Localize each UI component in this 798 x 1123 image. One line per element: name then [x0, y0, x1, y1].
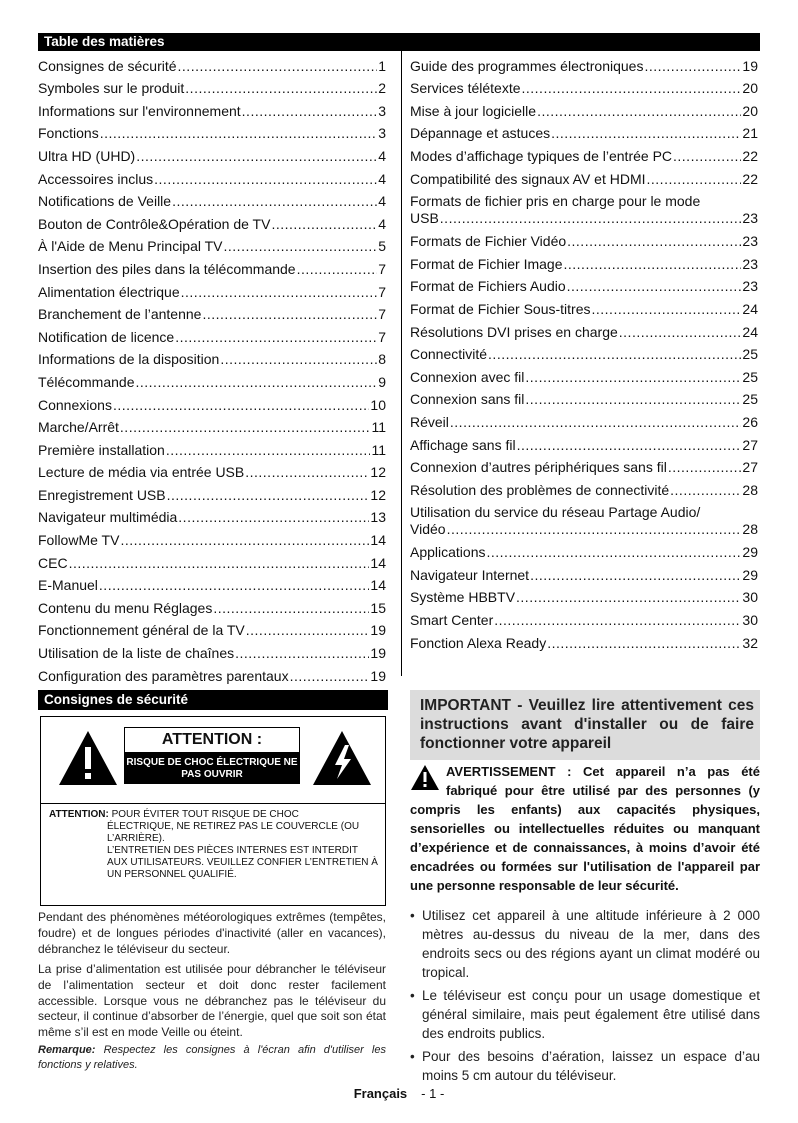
toc-entry[interactable] [410, 561, 758, 584]
toc-entry-title: Insertion des piles dans la télécommande [38, 260, 296, 277]
toc-entry[interactable] [38, 323, 386, 346]
toc-entry-title: Connexion avec fil [410, 368, 525, 385]
toc-dot-leader [644, 58, 741, 75]
toc-entry[interactable] [410, 629, 758, 652]
note-text: Respectez les consignes à l'écran afin d'utiliser les fonctions y relatives. [38, 1044, 386, 1071]
exclamation-warning-icon [57, 729, 119, 787]
warning-paragraph [410, 762, 760, 895]
toc-dot-leader [564, 256, 742, 273]
toc-entry[interactable] [410, 386, 758, 409]
toc-page-number: 29 [742, 544, 758, 561]
bullet-item: • Utilisez cet appareil à une altitude inférieure à 2 000 mètres au-dessus du niveau de la mer, dans des endroits secs ou des régions ayant un climat modéré ou tropical. [410, 906, 760, 982]
toc-page-number: 14 [370, 577, 386, 594]
toc-page-number: 22 [742, 170, 758, 187]
toc-page-number: 28 [742, 481, 758, 498]
toc-entry-title: Résolutions DVI prises en charge [410, 323, 618, 340]
toc-entry-title: Notification de licence [38, 328, 175, 345]
toc-dot-leader [242, 103, 378, 120]
toc-entry-title: Smart Center [410, 612, 494, 629]
toc-page-number: 20 [742, 102, 758, 119]
toc-entry[interactable] [38, 278, 386, 301]
toc-entry[interactable] [38, 188, 386, 211]
toc-page-number: 2 [378, 80, 386, 97]
toc-dot-leader [517, 437, 742, 454]
toc-column-divider [401, 51, 402, 676]
toc-page-number: 29 [742, 566, 758, 583]
toc-page-number: 10 [370, 396, 386, 413]
toc-page-number: 25 [742, 391, 758, 408]
toc-entry[interactable] [410, 228, 758, 251]
toc-dot-leader [213, 600, 369, 617]
toc-entry[interactable] [410, 165, 758, 188]
toc-entry-title: Symboles sur le produit [38, 80, 185, 97]
toc-dot-leader [567, 278, 742, 295]
toc-page-number: 21 [742, 125, 758, 142]
toc-page-number: 4 [378, 193, 386, 210]
toc-dot-leader [668, 459, 742, 476]
toc-entry[interactable] [38, 391, 386, 414]
toc-entry-title: Connexions [38, 396, 112, 413]
toc-dot-leader [120, 419, 371, 436]
toc-entry-title: Utilisation de la liste de chaînes [38, 645, 235, 662]
toc-entry[interactable] [38, 165, 386, 188]
toc-entry-title: Connectivité [410, 346, 488, 363]
toc-page-number: 19 [370, 645, 386, 662]
toc-entry-title: USB [410, 209, 439, 226]
toc-entry-title: Affichage sans fil [410, 436, 516, 453]
toc-page-number: 30 [742, 589, 758, 606]
toc-entry-title: Bouton de Contrôle&Opération de TV [38, 215, 271, 232]
safety-section-header [38, 690, 388, 710]
toc-page-number: 19 [742, 57, 758, 74]
toc-entry[interactable] [410, 408, 758, 431]
toc-page-number: 4 [378, 170, 386, 187]
toc-page-number: 11 [371, 441, 386, 458]
toc-page-number: 27 [742, 436, 758, 453]
toc-dot-leader [113, 397, 369, 414]
attention-line-2: ÉLECTRIQUE, NE RETIREZ PAS LE COUVERCLE (OU L’ARRIÈRE). [107, 821, 360, 844]
toc-entry[interactable] [38, 255, 386, 278]
attention-warning-box [40, 716, 386, 906]
toc-right-column [410, 52, 758, 652]
toc-dot-leader [450, 414, 742, 431]
toc-dot-leader [246, 622, 370, 639]
toc-entry-title: Format de Fichier Sous-titres [410, 300, 591, 317]
toc-dot-leader [537, 103, 741, 120]
toc-dot-leader [224, 238, 378, 255]
toc-entry-title: FollowMe TV [38, 532, 120, 549]
page-number: - 1 - [421, 1086, 445, 1101]
attention-label-box [124, 727, 300, 787]
toc-entry-title: Navigateur Internet [410, 566, 530, 583]
toc-dot-leader [551, 125, 741, 142]
toc-page-number: 26 [742, 413, 758, 430]
toc-title: Table des matières [44, 34, 165, 49]
toc-entry-title: Contenu du menu Réglages [38, 599, 213, 616]
toc-entry-title: Vidéo [410, 520, 446, 537]
toc-page-number: 14 [370, 554, 386, 571]
toc-entry-title: Notifications de Veille [38, 193, 172, 210]
toc-page-number: 7 [378, 283, 386, 300]
toc-entry[interactable] [410, 431, 758, 454]
toc-entry-title: Navigateur multimédia [38, 509, 178, 526]
toc-page-number: 28 [742, 520, 758, 537]
toc-entry-title: Services télétexte [410, 80, 521, 97]
toc-page-number: 23 [742, 209, 758, 226]
toc-entry[interactable] [38, 481, 386, 504]
toc-entry-title: Fonction Alexa Ready [410, 634, 547, 651]
toc-entry-title: Lecture de média via entrée USB [38, 464, 245, 481]
toc-page-number: 12 [370, 486, 386, 503]
safety-paragraph-2: La prise d’alimentation est utilisée pour débrancher le téléviseur de l’alimentation secteur et doit donc rester facilement accessible. Lorsque vous ne débranchez pas le téléviseur du secteur, il continue d’absorber de l’énergie, quel que soit son état même s’il est en mode Veille ou éteint. [38, 962, 386, 1040]
toc-entry-title: Enregistrement USB [38, 486, 166, 503]
toc-page-number: 25 [742, 368, 758, 385]
toc-dot-leader [494, 612, 741, 629]
toc-entry-title: Alimentation électrique [38, 283, 180, 300]
toc-entry-title: Accessoires inclus [38, 170, 154, 187]
toc-dot-leader [69, 555, 370, 572]
toc-entry[interactable] [410, 97, 758, 120]
footer-language: Français [353, 1086, 408, 1101]
toc-page-number: 19 [370, 667, 386, 684]
toc-entry-title: Consignes de sécurité [38, 57, 177, 74]
toc-page-number: 22 [742, 147, 758, 164]
toc-page-number: 32 [742, 634, 758, 651]
toc-page-number: 19 [370, 622, 386, 639]
toc-page-number: 11 [371, 419, 386, 436]
toc-entry[interactable] [38, 142, 386, 165]
safety-paragraph-1: Pendant des phénomènes météorologiques extrêmes (tempêtes, foudre) et de longues périodes d'inactivité (aller en vacances), débranchez le téléviseur du secteur. [38, 910, 386, 956]
toc-page-number: 20 [742, 80, 758, 97]
toc-page-number: 3 [378, 125, 386, 142]
toc-dot-leader [297, 261, 378, 278]
toc-dot-leader [167, 487, 370, 504]
toc-entry-title: Format de Fichiers Audio [410, 278, 566, 295]
warning-text: AVERTISSEMENT : Cet appareil n’a pas été fabriqué pour être utilisé par des personnes (y compris les enfants) aux capacités physiques, sensorielles ou intellectuelles réduites ou manquant d’expérience et de connaissances, à moins d’avoir été encadrées ou formées sur l'utilisation de l'appareil par une personne responsable de leur sécurité. [410, 764, 760, 893]
toc-dot-leader [271, 216, 377, 233]
toc-dot-leader [172, 193, 377, 210]
toc-entry-title: E-Manuel [38, 577, 98, 594]
toc-entry-title: CEC [38, 554, 68, 571]
toc-dot-leader [178, 509, 369, 526]
important-title: IMPORTANT - Veuillez lire attentivement ces instructions avant d'installer ou de faire fonctionner votre appareil [420, 697, 754, 752]
toc-entry[interactable] [38, 639, 386, 662]
toc-entry-title: Compatibilité des signaux AV et HDMI [410, 170, 646, 187]
warning-box-separator [41, 803, 385, 804]
toc-dot-leader [220, 351, 377, 368]
toc-page-number: 9 [378, 373, 386, 390]
toc-page-number: 5 [378, 238, 386, 255]
toc-entry-title-line1: Utilisation du service du réseau Partage Audio/ [410, 503, 701, 520]
attention-subtitle: RISQUE DE CHOC ÉLECTRIQUE NE PAS OUVRIR [124, 753, 300, 784]
toc-page-number: 14 [370, 532, 386, 549]
safety-note [38, 1043, 386, 1073]
toc-entry-title: Connexion d’autres périphériques sans fil [410, 459, 667, 476]
toc-dot-leader [154, 171, 377, 188]
toc-entry-title: Résolution des problèmes de connectivité [410, 481, 670, 498]
toc-entry[interactable] [38, 594, 386, 617]
toc-page-number: 7 [378, 260, 386, 277]
toc-entry[interactable] [410, 52, 758, 75]
toc-dot-leader [245, 464, 369, 481]
toc-page-number: 27 [742, 459, 758, 476]
toc-entry[interactable] [38, 75, 386, 98]
toc-entry[interactable] [410, 539, 758, 562]
toc-dot-leader [166, 442, 371, 459]
toc-page-number: 13 [370, 509, 386, 526]
toc-entry-title: Modes d’affichage typiques de l’entrée PC [410, 147, 673, 164]
toc-entry[interactable] [410, 454, 758, 477]
toc-dot-leader [181, 284, 378, 301]
toc-entry-title: Configuration des paramètres parentaux [38, 667, 289, 684]
attention-line-1: POUR ÉVITER TOUT RISQUE DE CHOC [111, 809, 299, 820]
toc-entry-title: Système HBBTV [410, 589, 516, 606]
toc-page-number: 3 [378, 102, 386, 119]
toc-entry-title: À l'Aide de Menu Principal TV [38, 238, 223, 255]
toc-dot-leader [175, 329, 377, 346]
toc-dot-leader [487, 544, 742, 561]
toc-dot-leader [202, 306, 377, 323]
toc-page-number: 7 [378, 306, 386, 323]
toc-entry-title: Formats de Fichier Vidéo [410, 233, 567, 250]
toc-entry-title: Branchement de l’antenne [38, 306, 202, 323]
toc-entry[interactable] [38, 436, 386, 459]
safety-title: Consignes de sécurité [44, 692, 189, 707]
attention-line-3: L’ENTRETIEN DES PIÈCES INTERNES EST INTERDIT AUX UTILISATEURS. VEUILLEZ CONFIER L’ENTRETIEN À UN PERSONNEL QUALIFIÉ. [107, 845, 378, 880]
toc-entry[interactable] [38, 120, 386, 143]
note-label: Remarque: [38, 1044, 96, 1056]
toc-page-number: 24 [742, 300, 758, 317]
bullet-item: • Le téléviseur est conçu pour un usage domestique et général similaire, mais peut également être utilisé dans des endroits publics. [410, 986, 760, 1043]
toc-entry-title: Informations de la disposition [38, 351, 220, 368]
toc-entry[interactable] [410, 318, 758, 341]
lightning-hazard-icon [311, 729, 373, 787]
attention-title: ATTENTION : [124, 727, 300, 753]
toc-entry-title: Connexion sans fil [410, 391, 525, 408]
exclamation-warning-icon [410, 764, 440, 791]
toc-dot-leader [100, 125, 378, 142]
toc-entry[interactable] [38, 233, 386, 256]
toc-entry-title: Format de Fichier Image [410, 255, 563, 272]
toc-dot-leader [547, 635, 741, 652]
toc-entry-title: Informations sur l'environnement [38, 102, 241, 119]
toc-dot-leader [178, 58, 378, 75]
toc-dot-leader [120, 532, 369, 549]
toc-entry[interactable] [410, 363, 758, 386]
toc-dot-leader [488, 346, 741, 363]
toc-entry[interactable] [38, 549, 386, 572]
toc-page-number: 23 [742, 233, 758, 250]
toc-page-number: 8 [378, 351, 386, 368]
toc-entry[interactable] [38, 662, 386, 685]
toc-entry-title: Ultra HD (UHD) [38, 147, 136, 164]
toc-entry[interactable] [38, 368, 386, 391]
toc-header [38, 33, 760, 51]
toc-dot-leader [592, 301, 742, 318]
toc-entry[interactable] [38, 459, 386, 482]
toc-dot-leader [530, 567, 741, 584]
toc-entry[interactable] [38, 210, 386, 233]
toc-entry[interactable] [38, 572, 386, 595]
toc-page-number: 12 [370, 464, 386, 481]
toc-entry[interactable] [38, 414, 386, 437]
toc-dot-leader [670, 482, 741, 499]
toc-page-number: 25 [742, 346, 758, 363]
toc-dot-leader [136, 374, 378, 391]
toc-dot-leader [525, 369, 741, 386]
toc-entry-title: Fonctionnement général de la TV [38, 622, 245, 639]
important-header-box [410, 690, 760, 760]
toc-entry-title: Première installation [38, 441, 165, 458]
toc-entry[interactable] [410, 606, 758, 629]
attention-label: ATTENTION: [49, 809, 109, 820]
toc-entry[interactable] [410, 295, 758, 318]
toc-dot-leader [619, 324, 742, 341]
toc-page-number: 1 [378, 57, 386, 74]
toc-entry[interactable] [38, 301, 386, 324]
toc-entry-title-line1: Formats de fichier pris en charge pour le mode [410, 192, 701, 209]
toc-page-number: 4 [378, 215, 386, 232]
toc-dot-leader [185, 80, 377, 97]
toc-entry[interactable] [410, 499, 758, 539]
toc-entry[interactable] [38, 526, 386, 549]
toc-entry-title: Mise à jour logicielle [410, 102, 537, 119]
toc-entry[interactable] [410, 250, 758, 273]
toc-dot-leader [235, 645, 369, 662]
toc-dot-leader [447, 521, 742, 538]
toc-entry[interactable] [410, 188, 758, 228]
toc-page-number: 30 [742, 612, 758, 629]
toc-dot-leader [290, 668, 370, 685]
toc-left-column [38, 52, 386, 685]
toc-entry-title: Fonctions [38, 125, 99, 142]
toc-entry-title: Télécommande [38, 373, 135, 390]
attention-text [49, 809, 379, 881]
toc-entry[interactable] [410, 120, 758, 143]
page-footer [0, 1086, 798, 1101]
toc-entry-title: Réveil [410, 413, 449, 430]
toc-entry[interactable] [410, 273, 758, 296]
toc-page-number: 24 [742, 323, 758, 340]
toc-dot-leader [525, 391, 741, 408]
toc-dot-leader [99, 577, 370, 594]
toc-entry[interactable] [410, 476, 758, 499]
toc-entry-title: Guide des programmes électroniques [410, 57, 644, 74]
toc-entry[interactable] [38, 504, 386, 527]
toc-dot-leader [516, 589, 741, 606]
toc-page-number: 7 [378, 328, 386, 345]
bullet-item: • Pour des besoins d’aération, laissez un espace d’au moins 5 cm autour du téléviseur. [410, 1047, 760, 1085]
toc-entry[interactable] [38, 97, 386, 120]
toc-page-number: 15 [370, 599, 386, 616]
toc-entry[interactable] [410, 75, 758, 98]
toc-dot-leader [567, 233, 741, 250]
toc-dot-leader [136, 148, 377, 165]
toc-dot-leader [522, 80, 742, 97]
toc-entry[interactable] [410, 142, 758, 165]
toc-entry[interactable] [38, 617, 386, 640]
toc-entry[interactable] [38, 346, 386, 369]
toc-entry-title: Marche/Arrêt [38, 419, 119, 436]
toc-dot-leader [673, 148, 741, 165]
important-bullet-list [410, 906, 760, 1089]
toc-entry-title: Dépannage et astuces [410, 125, 551, 142]
toc-page-number: 4 [378, 147, 386, 164]
toc-dot-leader [647, 171, 742, 188]
toc-page-number: 23 [742, 255, 758, 272]
toc-entry[interactable] [410, 341, 758, 364]
toc-entry-title: Applications [410, 544, 486, 561]
toc-dot-leader [440, 210, 742, 227]
toc-entry[interactable] [38, 52, 386, 75]
toc-page-number: 23 [742, 278, 758, 295]
toc-entry[interactable] [410, 584, 758, 607]
